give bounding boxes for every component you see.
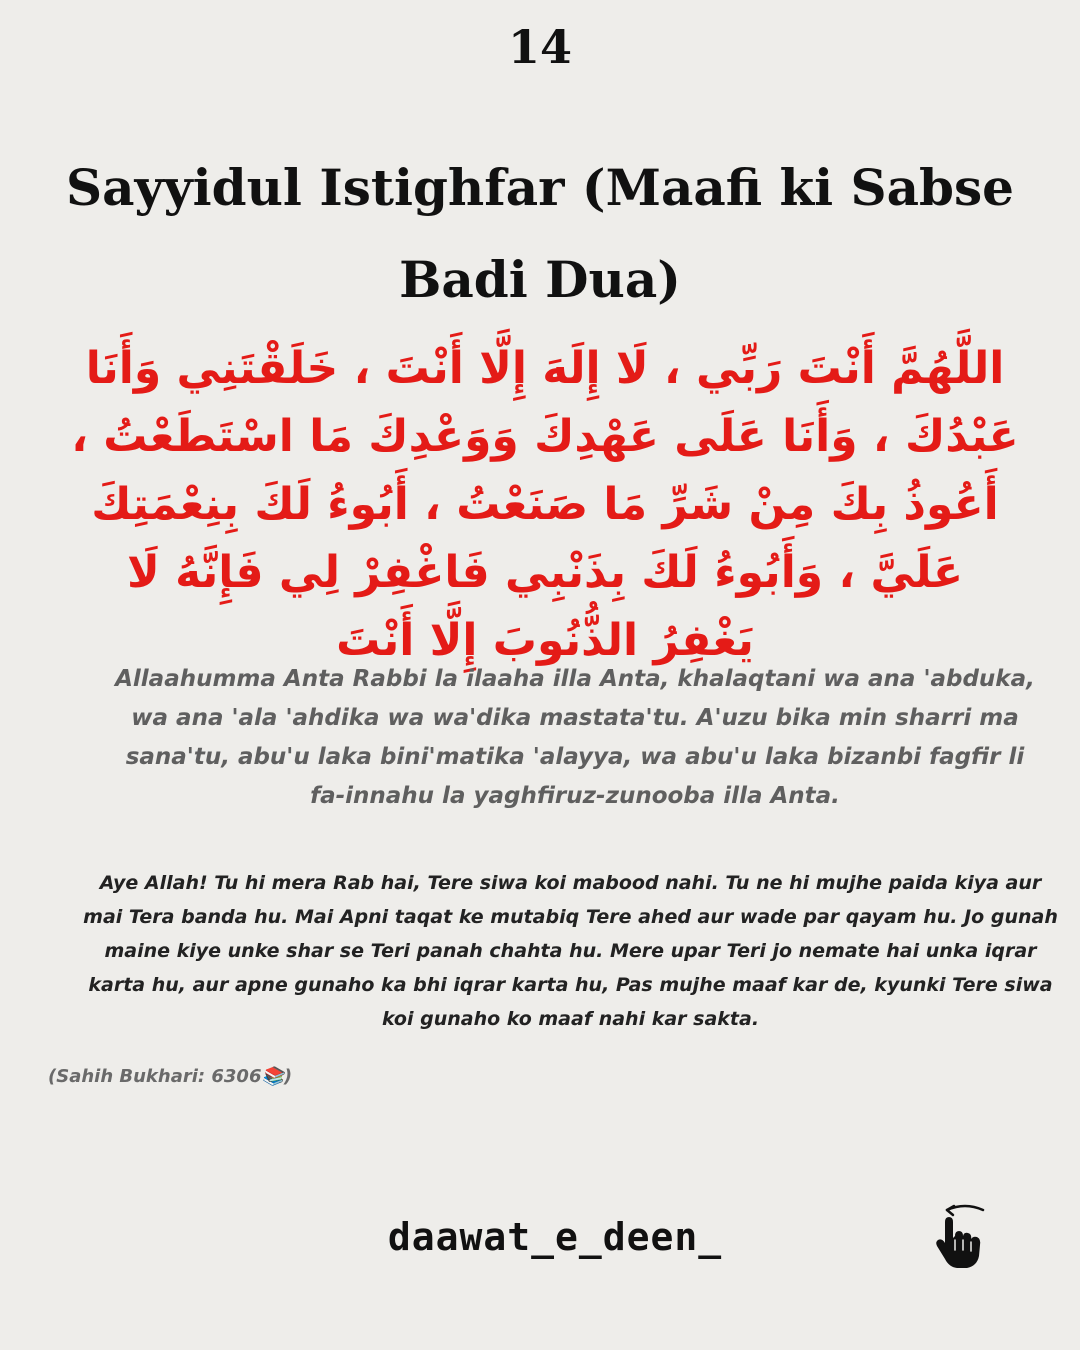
account-handle: daawat_e_deen_ xyxy=(387,1215,723,1259)
page-number: 14 xyxy=(507,20,572,74)
hadith-reference: (Sahih Bukhari: 6306📚) xyxy=(48,1066,293,1087)
page-title: Sayyidul Istighfar (Maafi ki Sabse Badi Dua) xyxy=(66,158,1014,309)
transliteration-text: Allaahumma Anta Rabbi la ilaaha illa Anta, khalaqtani wa ana 'abduka, wa ana 'ala 'ahdika wa wa'dika mastata'tu. A'uzu bika min sharri ma sana'tu, abu'u laka bini'matika 'alayya, wa abu'u laka bizanbi fagfir li fa-innahu la yaghfiruz-zunooba illa Anta. xyxy=(115,666,1035,809)
translation-text: Aye Allah! Tu hi mera Rab hai, Tere siwa koi mabood nahi. Tu ne hi mujhe paida kiya aur mai Tera banda hu. Mai Apni taqat ke mutabiq Tere ahed aur wade par qayam hu. Jo gunah maine kiye unke shar se Teri panah chahta hu. Mere upar Teri jo nemate hai unka iqrar karta hu, aur apne gunaho ka bhi iqrar karta hu, Pas mujhe maaf kar de, kyunki Tere siwa koi gunaho ko maaf nahi kar sakta. xyxy=(83,872,1058,1030)
swipe-hand-icon[interactable] xyxy=(925,1200,997,1272)
arabic-dua-text: اللَّهُمَّ أَنْتَ رَبِّي ، لَا إِلَهَ إِلَّا أَنْتَ ، خَلَقْتَنِي وَأَنَا عَبْدُكَ ، وَأَنَا عَلَى عَهْدِكَ وَوَعْدِكَ مَا اسْتَطَعْتُ ، أَعُوذُ بِكَ مِنْ شَرِّ مَا صَنَعْتُ ، أَبُوءُ لَكَ بِنِعْمَتِكَ عَلَيَّ ، وَأَبُوءُ لَكَ بِذَنْبِي فَاغْفِرْ لِي فَإِنَّهُ لَا يَغْفِرُ الذُّنُوبَ إِلَّا أَنْتَ xyxy=(71,343,1019,666)
